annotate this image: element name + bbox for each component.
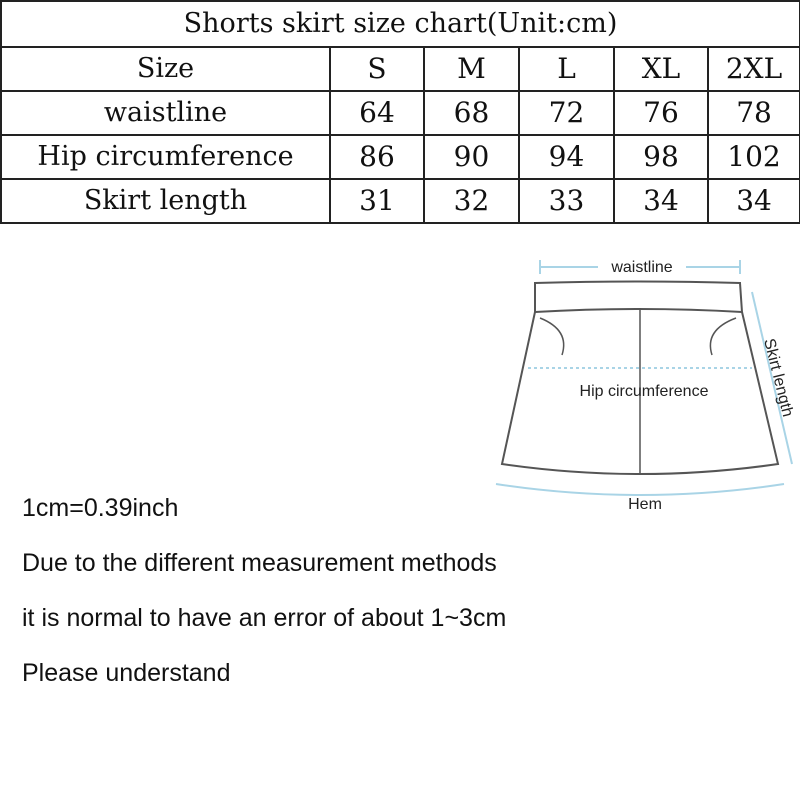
skirt-outline — [502, 282, 778, 476]
table-cell: 64 — [330, 91, 424, 135]
table-title-row — [1, 1, 800, 47]
size-header-label: Size — [1, 47, 330, 91]
table-header-row — [1, 47, 800, 91]
error-note: it is normal to have an error of about 1~3cm — [22, 604, 507, 632]
skirt-measurement-diagram — [480, 250, 800, 520]
row-label-waistline: waistline — [1, 91, 330, 135]
size-header-cell: L — [519, 47, 614, 91]
hem-label: Hem — [628, 496, 662, 513]
table-cell: 34 — [614, 179, 708, 223]
table-cell: 94 — [519, 135, 614, 179]
hem-measure-line — [496, 484, 784, 495]
table-cell: 90 — [424, 135, 519, 179]
size-header-cell: XL — [614, 47, 708, 91]
table-cell: 98 — [614, 135, 708, 179]
table-cell: 78 — [708, 91, 800, 135]
table-cell: 86 — [330, 135, 424, 179]
waistline-label: waistline — [611, 259, 673, 276]
hip-circumference-label: Hip circumference — [579, 383, 709, 400]
row-label-skirt-length: Skirt length — [1, 179, 330, 223]
size-notes — [22, 488, 506, 708]
table-cell: 102 — [708, 135, 800, 179]
table-cell: 33 — [519, 179, 614, 223]
table-row — [1, 135, 800, 179]
table-row — [1, 179, 800, 223]
conversion-note: 1cm=0.39inch — [22, 494, 179, 522]
understand-note: Please understand — [22, 659, 231, 687]
skirt-length-label: Skirt length — [760, 336, 796, 419]
table-row — [1, 91, 800, 135]
skirt-diagram-svg — [480, 250, 800, 520]
size-chart-table — [0, 0, 800, 224]
row-label-hip: Hip circumference — [1, 135, 330, 179]
table-cell: 68 — [424, 91, 519, 135]
table-cell: 72 — [519, 91, 614, 135]
table-cell: 76 — [614, 91, 708, 135]
table-title: Shorts skirt size chart(Unit:cm) — [1, 1, 800, 47]
size-header-cell: 2XL — [708, 47, 800, 91]
table-cell: 34 — [708, 179, 800, 223]
table-cell: 32 — [424, 179, 519, 223]
measurement-note: Due to the different measurement methods — [22, 549, 497, 577]
size-header-cell: M — [424, 47, 519, 91]
table-cell: 31 — [330, 179, 424, 223]
size-header-cell: S — [330, 47, 424, 91]
